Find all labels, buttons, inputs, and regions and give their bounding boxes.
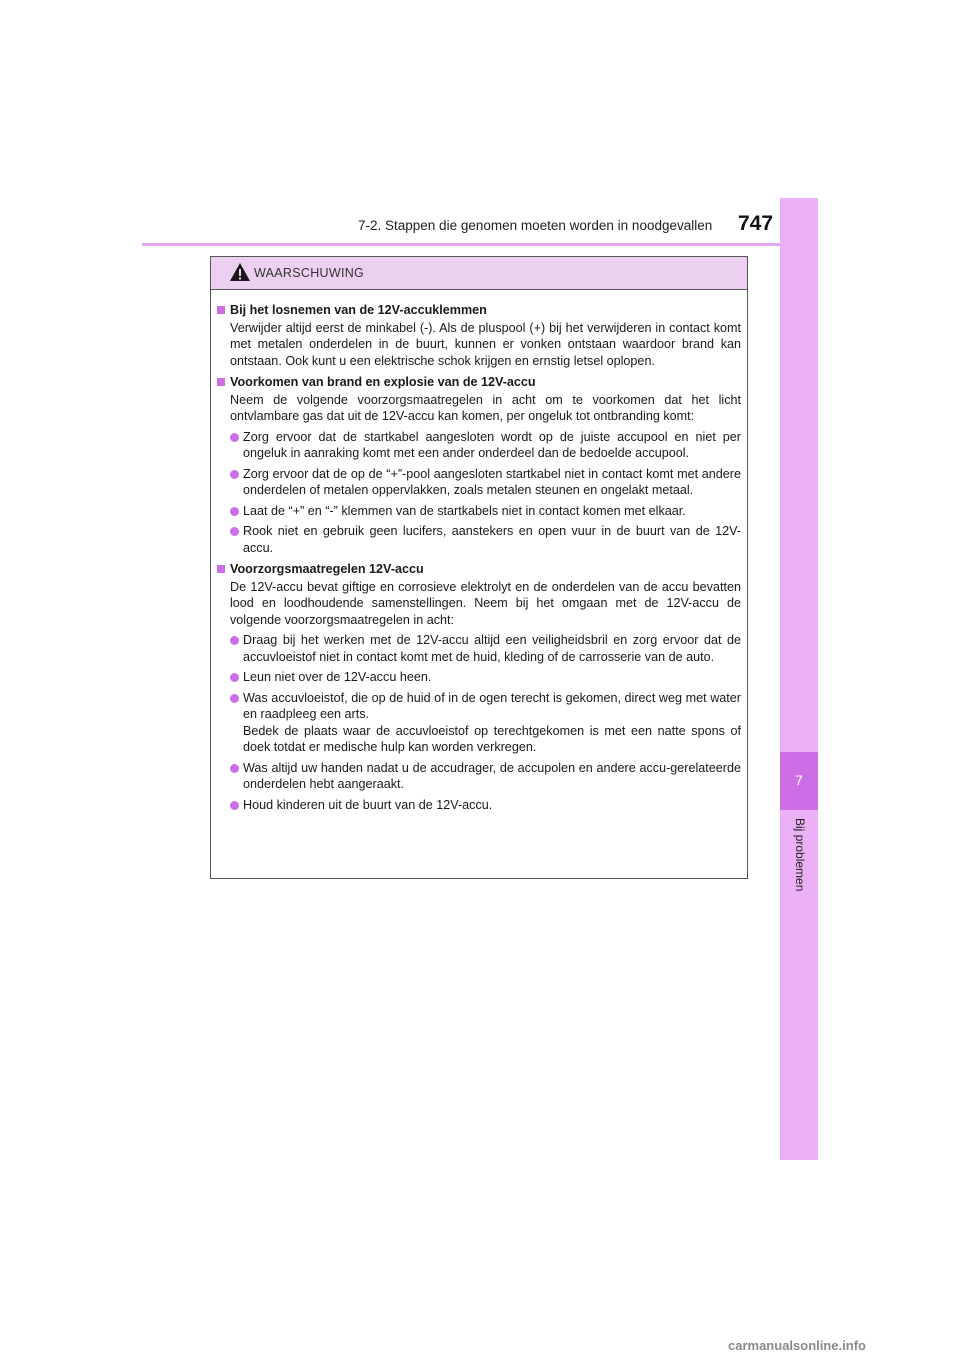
section-text: De 12V-accu bevat giftige en corrosieve elektrolyt en de onderdelen van de accu bevatten lood en loodhoudende samenstellingen. Neem bij het omgaan met de 12V-accu de volgende voorzorgsmaatregelen in acht: xyxy=(230,579,741,627)
list-item: Was accuvloeistof, die op de huid of in de ogen terecht is gekomen, direct weg met water en raadpleeg een arts. Bedek de plaats waar de accuvloeistof op terechtgekomen is met een natte spons of doek totdat er medische hulp kan worden verkregen. xyxy=(217,690,741,756)
warning-box xyxy=(210,256,748,879)
section-text: Neem de volgende voorzorgsmaatregelen in acht om te voorkomen dat het licht ontvlambare gas dat uit de 12V-accu kan komen, per ongeluk tot ontbranding komt: xyxy=(230,392,741,423)
list-item: Was altijd uw handen nadat u de accudrager, de accupolen en andere accu-gerelateerde onderdelen hebt aangeraakt. xyxy=(217,760,741,793)
section-heading: Bij het losnemen van de 12V-accuklemmen xyxy=(217,302,741,319)
round-bullet-icon xyxy=(230,470,239,479)
chapter-number-box xyxy=(780,752,818,810)
list-item: Leun niet over de 12V-accu heen. xyxy=(217,669,741,686)
round-bullet-icon xyxy=(230,527,239,536)
list-item: Zorg ervoor dat de op de “+”-pool aangesloten startkabel niet in contact komt met andere onderdelen of metalen oppervlakken, zoals metalen steunen en ongelakt metaal. xyxy=(217,466,741,499)
warning-triangle-icon xyxy=(229,262,251,282)
round-bullet-icon xyxy=(230,801,239,810)
warning-body xyxy=(211,290,747,813)
round-bullet-icon xyxy=(230,433,239,442)
section-fire-explosion xyxy=(217,374,741,556)
page-number: 747 xyxy=(738,212,774,235)
square-bullet-icon xyxy=(217,306,225,314)
warning-title: WAARSCHUWING xyxy=(254,266,365,280)
list-item: Draag bij het werken met de 12V-accu altijd een veiligheidsbril en zorg ervoor dat de accuvloeistof niet in contact komt met de huid, kleding of de carrosserie van de auto. xyxy=(217,632,741,665)
section-heading: Voorzorgsmaatregelen 12V-accu xyxy=(217,561,741,578)
chapter-number: 7 xyxy=(795,772,803,788)
list-item: Rook niet en gebruik geen lucifers, aanstekers en open vuur in de buurt van de 12V-accu. xyxy=(217,523,741,556)
section-text: Verwijder altijd eerst de minkabel (-). Als de pluspool (+) bij het verwijderen in contact komt met metalen onderdelen in de buurt, kunnen er vonken ontstaan waardoor brand kan ontstaan. Ook kunt u een elektrische schok krijgen en ernstig letsel oplopen. xyxy=(230,320,741,368)
list-item-continuation: Bedek de plaats waar de accuvloeistof op terechtgekomen is met een natte spons of doek totdat er medische hulp kan worden verkregen. xyxy=(243,723,741,754)
chapter-label: Bij problemen xyxy=(793,818,807,892)
list-item: Houd kinderen uit de buurt van de 12V-accu. xyxy=(217,797,741,814)
section-heading: Voorkomen van brand en explosie van de 12V-accu xyxy=(217,374,741,391)
header-rule xyxy=(142,243,818,246)
chapter-side-tab xyxy=(780,198,818,1160)
running-header-title: 7-2. Stappen die genomen moeten worden in noodgevallen xyxy=(358,218,713,233)
round-bullet-icon xyxy=(230,673,239,682)
section-disconnect xyxy=(217,302,741,369)
round-bullet-icon xyxy=(230,694,239,703)
square-bullet-icon xyxy=(217,565,225,573)
footer-watermark[interactable]: carmanualsonline.info xyxy=(728,1338,866,1353)
list-item: Laat de “+” en “-” klemmen van de startkabels niet in contact komen met elkaar. xyxy=(217,503,741,520)
list-item: Zorg ervoor dat de startkabel aangesloten wordt op de juiste accupool en niet per ongeluk in aanraking komt met een ander onderdeel dan de bedoelde accupool. xyxy=(217,429,741,462)
round-bullet-icon xyxy=(230,636,239,645)
round-bullet-icon xyxy=(230,764,239,773)
section-precautions xyxy=(217,561,741,813)
square-bullet-icon xyxy=(217,378,225,386)
warning-header xyxy=(211,257,747,290)
round-bullet-icon xyxy=(230,507,239,516)
